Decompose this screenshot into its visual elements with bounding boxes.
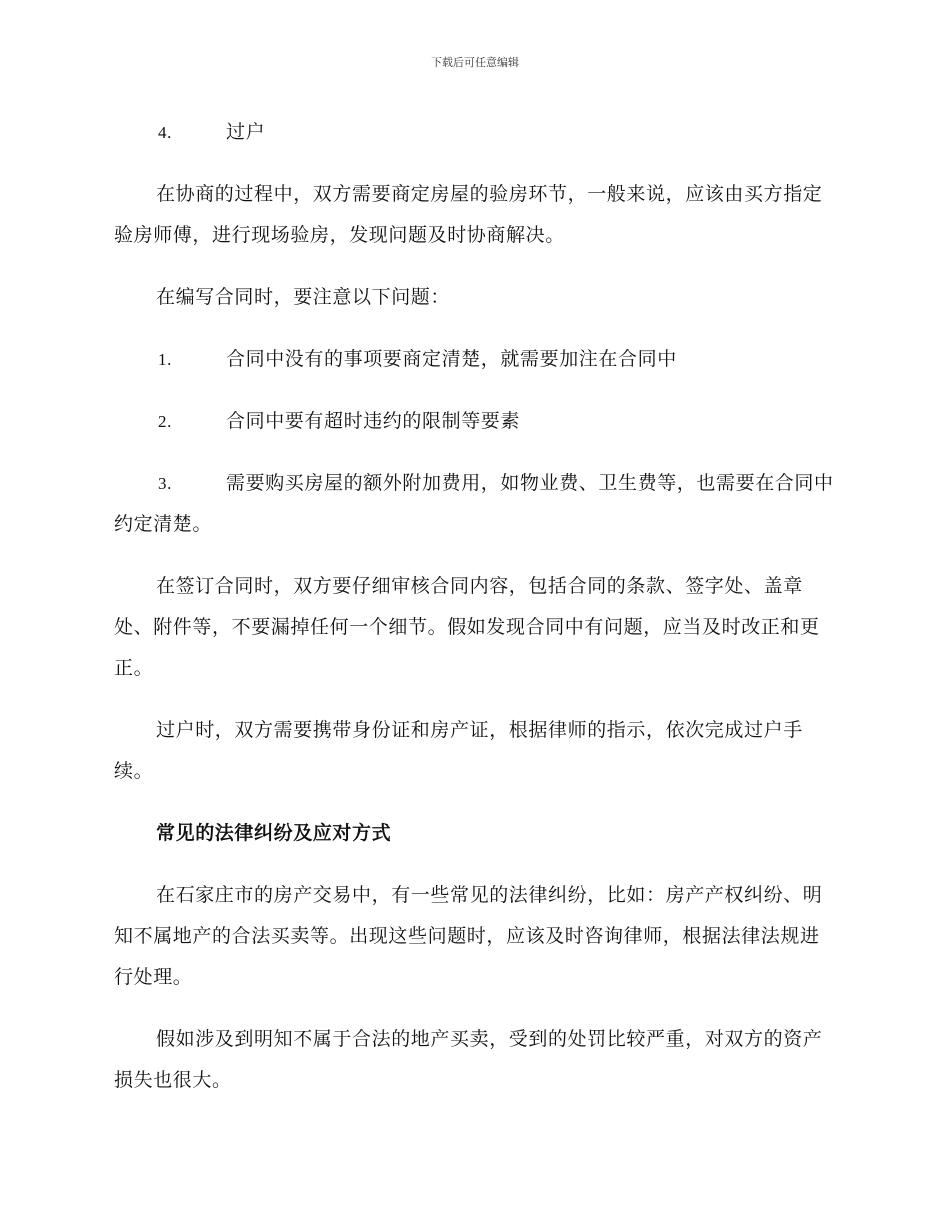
- list-text: 需要购买房屋的额外附加费用，如物业费、卫生费等，也需要在合同中约定清楚。: [114, 472, 834, 535]
- paragraph-disputes: 在石家庄市的房产交易中，有一些常见的法律纠纷，比如：房产产权纠纷、明知不属地产的合法买卖等。出现这些问题时，应该及时咨询律师，根据法律法规进行处理。: [114, 884, 823, 988]
- section-heading: 常见的法律纠纷及应对方式: [156, 822, 392, 844]
- paragraph-transfer: 过户时，双方需要携带身份证和房产证，根据律师的指示，依次完成过户手续。: [114, 719, 803, 782]
- list-number: 3.: [158, 474, 172, 493]
- paragraph-inspection: 在协商的过程中，双方需要商定房屋的验房环节，一般来说，应该由买方指定验房师傅，进行现场验房，发现问题及时协商解决。: [114, 183, 823, 246]
- list-number: 1.: [158, 350, 172, 369]
- list-item-2: [114, 401, 834, 442]
- paragraph-contract-notes-intro: 在编写合同时，要注意以下问题：: [156, 286, 451, 308]
- page-header: 下载后可任意编辑: [431, 56, 519, 69]
- list-text: 过户: [226, 121, 266, 143]
- paragraph-penalty: 假如涉及到明知不属于合法的地产买卖，受到的处罚比较严重，对双方的资产损失也很大。: [114, 1028, 823, 1091]
- list-item-step-4: [114, 112, 834, 153]
- list-text: 合同中要有超时违约的限制等要素: [226, 410, 521, 432]
- list-item-3: [114, 463, 834, 545]
- paragraph-signing: 在签订合同时，双方要仔细审核合同内容，包括合同的条款、签字处、盖章处、附件等，不要漏掉任何一个细节。假如发现合同中有问题，应当及时改正和更正。: [114, 575, 820, 679]
- list-item-1: [114, 339, 834, 380]
- document-body: [114, 112, 834, 1122]
- list-number: 2.: [158, 412, 172, 431]
- list-text: 合同中没有的事项要商定清楚，就需要加注在合同中: [226, 348, 677, 370]
- list-number: 4.: [158, 123, 172, 142]
